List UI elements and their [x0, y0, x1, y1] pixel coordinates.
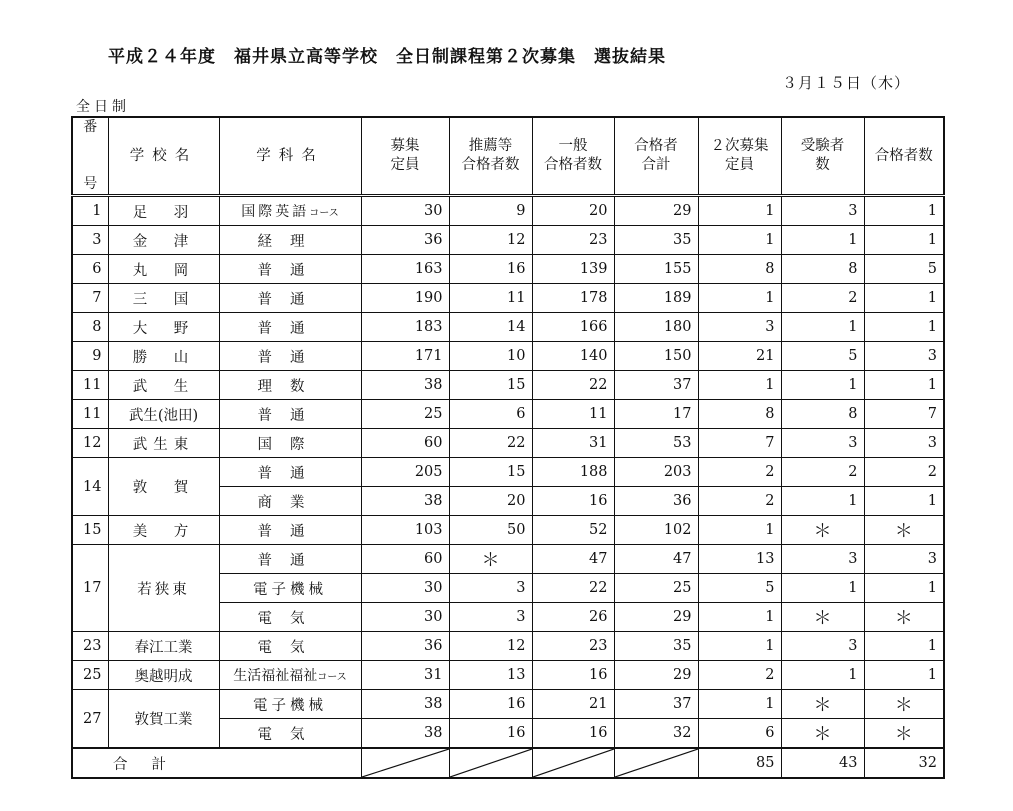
diagonal-line — [533, 749, 614, 777]
table-row — [72, 226, 944, 255]
cell-applicants: 1 — [781, 313, 864, 342]
cell-general: 22 — [532, 574, 614, 603]
table-row — [72, 429, 944, 458]
table-row — [72, 545, 944, 574]
cell-applicants: ＊ — [781, 719, 864, 749]
cell-recommended: 14 — [449, 313, 532, 342]
cell-capacity: 163 — [361, 255, 449, 284]
cell-passed-total: 180 — [614, 313, 698, 342]
cell-no: 23 — [72, 632, 108, 661]
cell-second-capacity: 7 — [698, 429, 781, 458]
cell-no: 25 — [72, 661, 108, 690]
cell-passed-total: 102 — [614, 516, 698, 545]
cell-no: 11 — [72, 400, 108, 429]
cell-passed: 1 — [864, 487, 944, 516]
total-applicants: 43 — [781, 748, 864, 778]
header-capacity — [361, 117, 449, 196]
cell-second-capacity: 1 — [698, 284, 781, 313]
cell-passed-total: 37 — [614, 371, 698, 400]
cell-general: 20 — [532, 196, 614, 226]
cell-no: 7 — [72, 284, 108, 313]
header-dept-label: 学科名 — [256, 147, 324, 164]
cell-dept: 商業 — [219, 487, 361, 516]
cell-school: 奥越明成 — [108, 661, 219, 690]
cell-general: 47 — [532, 545, 614, 574]
cell-no: 27 — [72, 690, 108, 749]
cell-second-capacity: 1 — [698, 516, 781, 545]
cell-no: 15 — [72, 516, 108, 545]
table-row — [72, 400, 944, 429]
header-capacity-line1: 募集 — [390, 138, 420, 154]
cell-general: 21 — [532, 690, 614, 719]
cell-passed: ＊ — [864, 603, 944, 632]
table-row — [72, 196, 944, 226]
cell-capacity: 38 — [361, 487, 449, 516]
cell-dept: 電気 — [219, 632, 361, 661]
total-label: 合計 — [72, 748, 361, 778]
cell-no: 8 — [72, 313, 108, 342]
cell-passed-total: 36 — [614, 487, 698, 516]
cell-capacity: 171 — [361, 342, 449, 371]
cell-capacity: 25 — [361, 400, 449, 429]
cell-applicants: 2 — [781, 284, 864, 313]
total-slash-general — [532, 748, 614, 778]
cell-applicants: 3 — [781, 196, 864, 226]
diagonal-line — [362, 749, 449, 777]
cell-second-capacity: 8 — [698, 255, 781, 284]
cell-applicants: 1 — [781, 487, 864, 516]
cell-general: 16 — [532, 719, 614, 749]
cell-general: 178 — [532, 284, 614, 313]
header-applicants — [781, 117, 864, 196]
header-recommended-line2: 合格者数 — [461, 157, 520, 173]
cell-passed-total: 53 — [614, 429, 698, 458]
cell-capacity: 30 — [361, 574, 449, 603]
cell-capacity: 205 — [361, 458, 449, 487]
cell-applicants: 8 — [781, 400, 864, 429]
cell-dept: 普通 — [219, 458, 361, 487]
cell-second-capacity: 1 — [698, 632, 781, 661]
cell-second-capacity: 2 — [698, 661, 781, 690]
cell-passed-total: 47 — [614, 545, 698, 574]
cell-capacity: 36 — [361, 632, 449, 661]
cell-dept-suffix: コース — [317, 672, 347, 683]
cell-passed: 1 — [864, 196, 944, 226]
cell-capacity: 183 — [361, 313, 449, 342]
cell-general: 22 — [532, 371, 614, 400]
cell-general: 166 — [532, 313, 614, 342]
total-passed: 32 — [864, 748, 944, 778]
cell-passed-total: 29 — [614, 661, 698, 690]
cell-school: 武生(池田) — [108, 400, 219, 429]
cell-passed-total: 203 — [614, 458, 698, 487]
cell-passed-total: 29 — [614, 603, 698, 632]
diagonal-line — [615, 749, 698, 777]
cell-dept: 理数 — [219, 371, 361, 400]
table-row — [72, 284, 944, 313]
results-table — [71, 116, 945, 779]
header-passed-line1: 合格者数 — [874, 147, 933, 164]
cell-capacity: 38 — [361, 371, 449, 400]
total-second-capacity: 85 — [698, 748, 781, 778]
cell-second-capacity: 6 — [698, 719, 781, 749]
cell-applicants: 1 — [781, 661, 864, 690]
cell-dept-suffix: コース — [309, 208, 339, 219]
cell-recommended: 16 — [449, 719, 532, 749]
page-title: 平成２４年度 福井県立高等学校 全日制課程第２次募集 選抜結果 — [108, 47, 666, 67]
cell-recommended: 16 — [449, 690, 532, 719]
cell-capacity: 38 — [361, 719, 449, 749]
cell-second-capacity: 1 — [698, 690, 781, 719]
header-applicants-line1: 受験者 — [800, 138, 845, 154]
header-capacity-line2: 定員 — [390, 157, 420, 173]
cell-capacity: 36 — [361, 226, 449, 255]
table-row — [72, 255, 944, 284]
header-general — [532, 117, 614, 196]
header-passed — [864, 117, 944, 196]
cell-recommended: 3 — [449, 603, 532, 632]
cell-general: 140 — [532, 342, 614, 371]
cell-passed: 1 — [864, 632, 944, 661]
cell-recommended: 12 — [449, 632, 532, 661]
cell-second-capacity: 21 — [698, 342, 781, 371]
cell-passed: 5 — [864, 255, 944, 284]
cell-dept: 経理 — [219, 226, 361, 255]
table-row — [72, 342, 944, 371]
cell-applicants: 1 — [781, 226, 864, 255]
cell-general: 11 — [532, 400, 614, 429]
cell-passed: 3 — [864, 342, 944, 371]
cell-recommended: ＊ — [449, 545, 532, 574]
cell-second-capacity: 3 — [698, 313, 781, 342]
cell-applicants: 5 — [781, 342, 864, 371]
cell-passed: 1 — [864, 574, 944, 603]
cell-capacity: 30 — [361, 196, 449, 226]
announcement-date: ３月１５日（木） — [782, 74, 911, 92]
header-no-top: 番 — [83, 119, 98, 135]
cell-capacity: 30 — [361, 603, 449, 632]
cell-applicants: 1 — [781, 574, 864, 603]
cell-dept: 電子機械 — [219, 574, 361, 603]
cell-no: 11 — [72, 371, 108, 400]
cell-second-capacity: 5 — [698, 574, 781, 603]
table-row — [72, 661, 944, 690]
results-body — [72, 196, 944, 779]
cell-passed: 1 — [864, 371, 944, 400]
diagonal-line — [450, 749, 532, 777]
cell-general: 16 — [532, 661, 614, 690]
cell-passed-total: 189 — [614, 284, 698, 313]
cell-passed: 7 — [864, 400, 944, 429]
cell-dept: 電子機械 — [219, 690, 361, 719]
header-passed-total-line2: 合計 — [641, 157, 671, 173]
header-general-line2: 合格者数 — [544, 157, 602, 173]
cell-recommended: 50 — [449, 516, 532, 545]
cell-second-capacity: 13 — [698, 545, 781, 574]
total-slash-recommended — [449, 748, 532, 778]
cell-school: 美 方 — [108, 516, 219, 545]
header-second-capacity — [698, 117, 781, 196]
cell-applicants: ＊ — [781, 603, 864, 632]
cell-recommended: 10 — [449, 342, 532, 371]
cell-capacity: 60 — [361, 545, 449, 574]
cell-passed: ＊ — [864, 719, 944, 749]
cell-capacity: 103 — [361, 516, 449, 545]
cell-general: 23 — [532, 632, 614, 661]
cell-dept: 電気 — [219, 603, 361, 632]
cell-school: 三 国 — [108, 284, 219, 313]
cell-no: 3 — [72, 226, 108, 255]
cell-second-capacity: 1 — [698, 196, 781, 226]
cell-applicants: 8 — [781, 255, 864, 284]
cell-no: 6 — [72, 255, 108, 284]
cell-passed-total: 17 — [614, 400, 698, 429]
table-row — [72, 632, 944, 661]
cell-dept: 普通 — [219, 313, 361, 342]
cell-capacity: 31 — [361, 661, 449, 690]
cell-second-capacity: 1 — [698, 226, 781, 255]
cell-dept: 普通 — [219, 284, 361, 313]
cell-passed: 3 — [864, 545, 944, 574]
cell-second-capacity: 2 — [698, 487, 781, 516]
cell-recommended: 13 — [449, 661, 532, 690]
cell-dept: 普通 — [219, 400, 361, 429]
cell-no: 12 — [72, 429, 108, 458]
cell-recommended: 22 — [449, 429, 532, 458]
cell-school: 若狭東 — [108, 545, 219, 632]
cell-applicants: 1 — [781, 371, 864, 400]
cell-school: 敦賀工業 — [108, 690, 219, 749]
cell-applicants: 2 — [781, 458, 864, 487]
cell-passed: 1 — [864, 284, 944, 313]
cell-second-capacity: 1 — [698, 371, 781, 400]
cell-dept: 国際 — [219, 429, 361, 458]
cell-recommended: 3 — [449, 574, 532, 603]
cell-no: 1 — [72, 196, 108, 226]
cell-no: 17 — [72, 545, 108, 632]
cell-general: 26 — [532, 603, 614, 632]
table-row — [72, 313, 944, 342]
header-no — [72, 117, 108, 196]
header-passed-total-line1: 合格者 — [634, 138, 678, 154]
cell-capacity: 38 — [361, 690, 449, 719]
header-dept — [219, 117, 361, 196]
course-label: 全日制 — [76, 99, 130, 115]
cell-recommended: 20 — [449, 487, 532, 516]
total-slash-capacity — [361, 748, 449, 778]
cell-dept-text: 生活福祉福祉 — [233, 668, 318, 684]
cell-school: 春江工業 — [108, 632, 219, 661]
header-recommended — [449, 117, 532, 196]
cell-passed-total: 155 — [614, 255, 698, 284]
cell-school: 武 生 — [108, 371, 219, 400]
cell-school: 勝 山 — [108, 342, 219, 371]
cell-recommended: 12 — [449, 226, 532, 255]
cell-no: 9 — [72, 342, 108, 371]
table-header-row — [72, 117, 944, 196]
cell-second-capacity: 1 — [698, 603, 781, 632]
cell-passed-total: 35 — [614, 226, 698, 255]
cell-second-capacity: 8 — [698, 400, 781, 429]
cell-general: 139 — [532, 255, 614, 284]
cell-dept-text: 国際英語 — [241, 204, 310, 220]
cell-passed: 3 — [864, 429, 944, 458]
cell-recommended: 9 — [449, 196, 532, 226]
cell-dept: 普通 — [219, 255, 361, 284]
cell-school: 金 津 — [108, 226, 219, 255]
header-applicants-line2: 数 — [815, 157, 830, 173]
cell-applicants: 3 — [781, 429, 864, 458]
cell-dept: 普通 — [219, 516, 361, 545]
cell-recommended: 11 — [449, 284, 532, 313]
cell-school: 武生東 — [108, 429, 219, 458]
cell-passed: ＊ — [864, 516, 944, 545]
header-passed-total — [614, 117, 698, 196]
cell-school: 足 羽 — [108, 196, 219, 226]
cell-general: 52 — [532, 516, 614, 545]
cell-recommended: 6 — [449, 400, 532, 429]
cell-passed-total: 29 — [614, 196, 698, 226]
table-row — [72, 458, 944, 487]
cell-passed-total: 32 — [614, 719, 698, 749]
table-row — [72, 371, 944, 400]
header-second-capacity-line2: 定員 — [725, 157, 754, 173]
total-slash-passed-total — [614, 748, 698, 778]
cell-school: 丸 岡 — [108, 255, 219, 284]
header-school — [108, 117, 219, 196]
cell-recommended: 16 — [449, 255, 532, 284]
header-second-capacity-line1: ２次募集 — [710, 138, 769, 154]
cell-passed: 1 — [864, 661, 944, 690]
header-general-line1: 一般 — [558, 138, 588, 154]
cell-recommended: 15 — [449, 458, 532, 487]
cell-applicants: 3 — [781, 545, 864, 574]
header-no-bottom: 号 — [83, 176, 98, 192]
cell-passed-total: 150 — [614, 342, 698, 371]
cell-general: 188 — [532, 458, 614, 487]
cell-passed: 2 — [864, 458, 944, 487]
cell-recommended: 15 — [449, 371, 532, 400]
cell-applicants: ＊ — [781, 516, 864, 545]
cell-passed: 1 — [864, 226, 944, 255]
cell-no: 14 — [72, 458, 108, 516]
cell-capacity: 60 — [361, 429, 449, 458]
cell-passed-total: 37 — [614, 690, 698, 719]
cell-dept: 普通 — [219, 342, 361, 371]
total-row — [72, 748, 944, 778]
cell-dept: 電気 — [219, 719, 361, 749]
cell-general: 16 — [532, 487, 614, 516]
cell-passed: ＊ — [864, 690, 944, 719]
cell-passed: 1 — [864, 313, 944, 342]
cell-dept — [219, 661, 361, 690]
cell-capacity: 190 — [361, 284, 449, 313]
cell-dept — [219, 196, 361, 226]
table-row — [72, 516, 944, 545]
cell-general: 31 — [532, 429, 614, 458]
cell-passed-total: 35 — [614, 632, 698, 661]
header-school-label: 学校名 — [129, 147, 198, 164]
cell-applicants: 3 — [781, 632, 864, 661]
cell-applicants: ＊ — [781, 690, 864, 719]
cell-general: 23 — [532, 226, 614, 255]
cell-school: 大 野 — [108, 313, 219, 342]
cell-dept: 普通 — [219, 545, 361, 574]
cell-passed-total: 25 — [614, 574, 698, 603]
table-row — [72, 690, 944, 719]
header-recommended-line1: 推薦等 — [468, 138, 513, 154]
cell-second-capacity: 2 — [698, 458, 781, 487]
cell-school: 敦 賀 — [108, 458, 219, 516]
